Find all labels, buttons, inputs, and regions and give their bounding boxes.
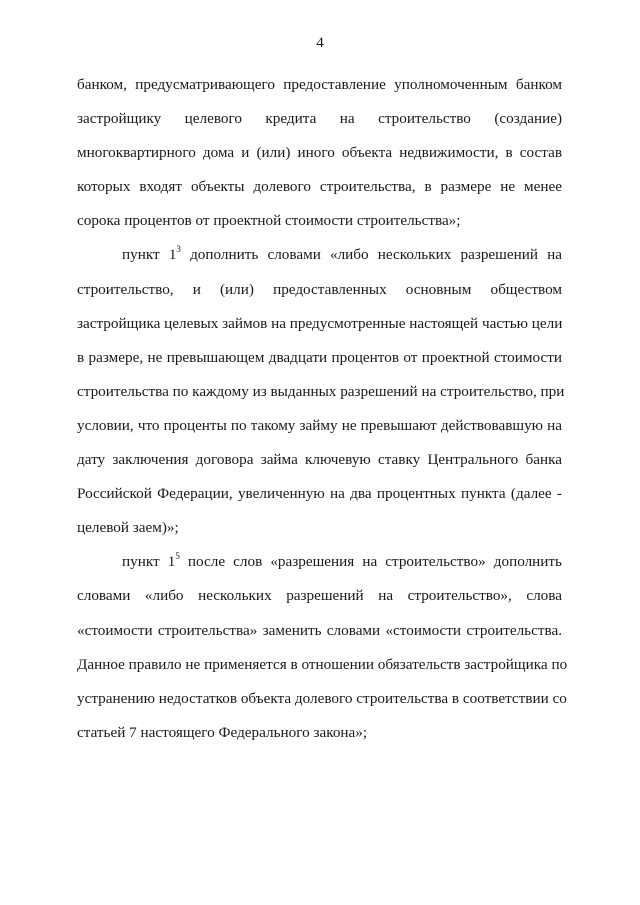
text-line: которых входят объекты долевого строительства, в размере не менее <box>77 178 562 196</box>
paragraph-2 <box>77 238 565 545</box>
clause-superscript: 3 <box>176 244 181 255</box>
text-line: строительство, и (или) предоставленных основным обществом <box>77 280 562 298</box>
clause-text: дополнить словами «либо нескольких разрешений на <box>180 246 562 264</box>
text-line: сорока процентов от проектной стоимости строительства»; <box>77 212 461 230</box>
page-number: 4 <box>316 35 324 51</box>
text-line: многоквартирного дома и (или) иного объекта недвижимости, в состав <box>77 144 562 162</box>
text-line: застройщику целевого кредита на строительство (создание) <box>77 110 562 128</box>
document-body <box>77 68 568 750</box>
clause-ref: пункт 1 <box>122 553 176 571</box>
clause-text: после слов «разрешения на строительство» дополнить <box>179 553 562 571</box>
clause-superscript: 5 <box>175 551 180 562</box>
text-line: строительства по каждому из выданных разрешений на строительство, при <box>77 382 565 400</box>
text-line: устранению недостатков объекта долевого строительства в соответствии со <box>77 689 567 707</box>
text-line: банком, предусматривающего предоставление уполномоченным банком <box>77 76 562 93</box>
text-line: Данное правило не применяется в отношении обязательств застройщика по <box>77 655 568 673</box>
text-line: дату заключения договора займа ключевую ставку Центрального банка <box>77 451 562 469</box>
text-line: словами «либо нескольких разрешений на строительство», слова <box>77 587 562 605</box>
text-line: застройщика целевых займов на предусмотренные настоящей частью цели <box>77 314 563 332</box>
text-line <box>77 545 562 579</box>
text-line <box>77 238 562 272</box>
paragraph-3 <box>77 545 568 750</box>
text-line: в размере, не превышающем двадцати процентов от проектной стоимости <box>77 348 562 366</box>
text-line: Российской Федерации, увеличенную на два процентных пункта (далее - <box>77 485 562 503</box>
text-line: статьей 7 настоящего Федерального закона»; <box>77 723 368 741</box>
text-line: целевой заем)»; <box>77 519 179 537</box>
text-line: условии, что проценты по такому займу не превышают действовавшую на <box>77 416 562 434</box>
text-line: «стоимости строительства» заменить словами «стоимости строительства. <box>77 621 562 639</box>
paragraph-1 <box>77 68 562 238</box>
clause-ref: пункт 1 <box>122 246 177 264</box>
